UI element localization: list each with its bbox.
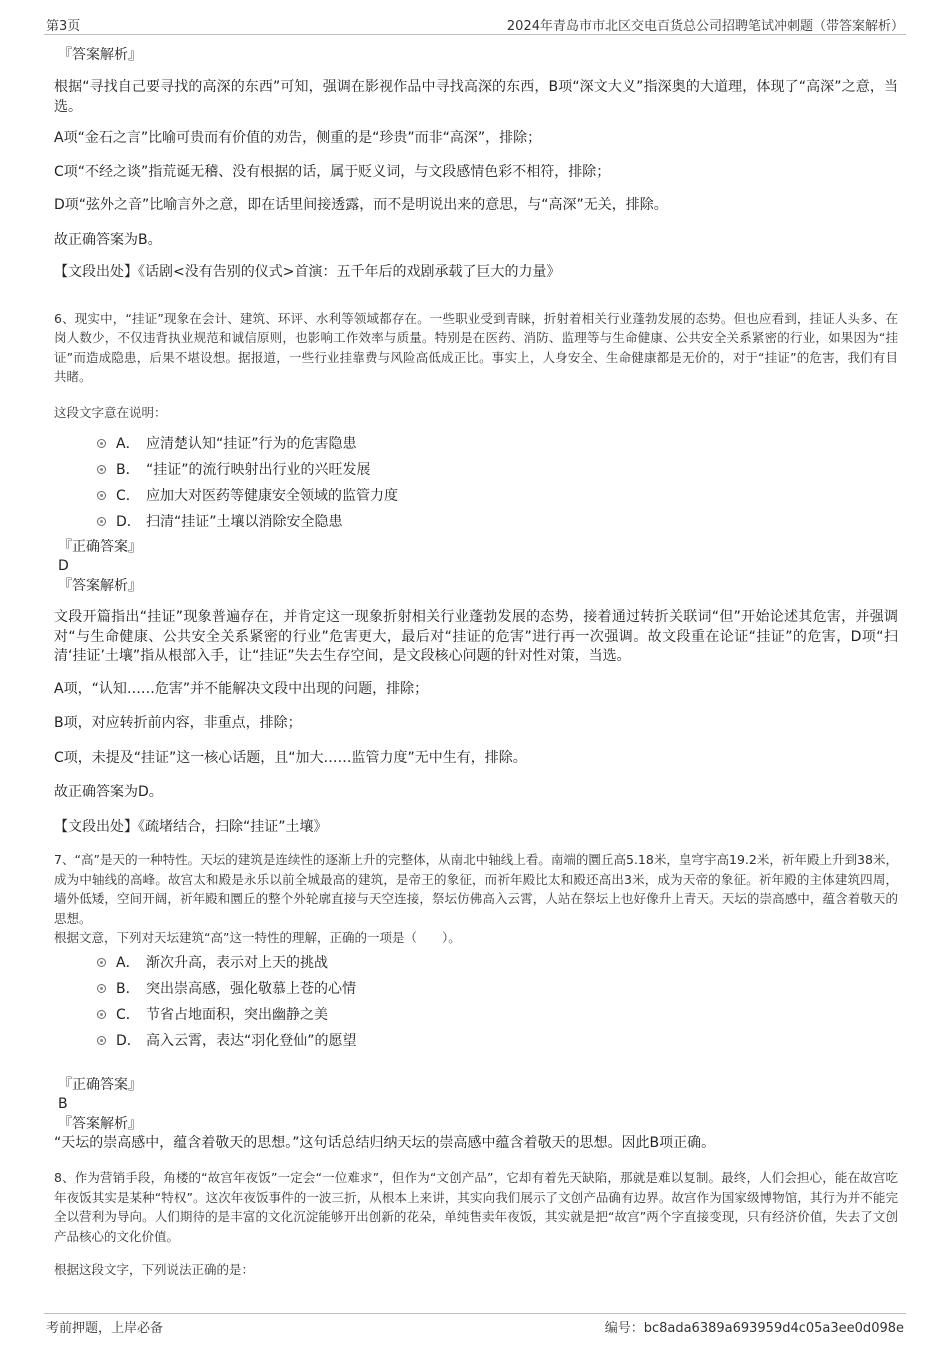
- correct-answer: D: [58, 558, 69, 574]
- option-d[interactable]: [54, 1028, 898, 1054]
- question-stem: 6、现实中，“挂证”现象在会计、建筑、环评、水利等领域都存在。一些职业受到青睐，折射着相关行业蓬勃发展的态势。但也应看到，挂证人头多、在岗人数少，不仅违背执业规范和诚信原则，也影响工作效率与质量。特别是在医药、消防、监理等与生命健康、公共安全关系紧密的行业，如果因为“挂证”而造成隐患，后果不堪设想。据报道，一些行业挂靠费与风险高低成正比。事实上，人身安全、生命健康都是无价的，对于“挂证”的危害，我们有目共睹。: [54, 310, 898, 384]
- option-letter: A．: [116, 436, 140, 452]
- analysis-label: 『答案解析』: [58, 578, 142, 594]
- source-citation: 【文段出处】《话剧<没有告别的仪式>首演：五千年后的戏剧承载了巨大的力量》: [54, 264, 561, 280]
- radio-icon[interactable]: [97, 984, 106, 993]
- document-id: 编号：bc8ada6389a693959d4c05a3ee0d098e: [604, 1321, 904, 1336]
- correct-answer: B: [58, 1095, 68, 1112]
- analysis-option-a: A项，“认知……危害”并不能解决文段中出现的问题，排除；: [54, 680, 429, 697]
- footer-slogan: 考前押题，上岸必备: [46, 1321, 164, 1336]
- analysis-option-d: D项“弦外之音”比喻言外之意，即在话里间接透露，而不是明说出来的意思，与“高深”无关，排除。: [54, 197, 668, 213]
- option-letter: C．: [116, 1006, 140, 1023]
- question-8: [54, 1168, 898, 1280]
- option-text: 高入云霄，表达“羽化登仙”的愿望: [146, 1032, 357, 1049]
- page-number: 第3页: [46, 19, 81, 34]
- question-7: [54, 850, 898, 1153]
- analysis-option-a: A项“金石之言”比喻可贵而有价值的劝告，侧重的是“珍贵”而非“高深”，排除；: [54, 130, 542, 146]
- question-prompt: 这段文字意在说明：: [54, 404, 167, 420]
- answer-label: 『正确答案』: [58, 539, 142, 555]
- option-text: 应清楚认知“挂证”行为的危害隐患: [146, 436, 357, 452]
- option-a[interactable]: [54, 950, 898, 976]
- question-stem: 8、作为营销手段，角楼的“故宫年夜饭”一定会“一位难求”，但作为“文创产品”，它却有着先天缺陷，那就是难以复制。最终，人们会担心，能在故宫吃年夜饭其实是某种“特权”。这次年夜饭事件的一波三折，从根本上来讲，其实向我们展示了文创产品确有边界。故宫作为国家级博物馆，其行为并不能完全以营利为导向。人们期待的是丰富的文化沉淀能够开出创新的花朵，单纯售卖年夜饭，其实就是把“故宫”两个字直接变现，只有经济价值，失去了文创产品核心的文化价值。: [54, 1170, 898, 1244]
- source-citation: 【文段出处】《疏堵结合，扫除“挂证”土壤》: [54, 818, 328, 835]
- radio-icon[interactable]: [97, 1036, 106, 1045]
- option-b[interactable]: [54, 976, 898, 1002]
- option-text: 节省占地面积，突出幽静之美: [146, 1006, 328, 1023]
- analysis-option-c: C项“不经之谈”指荒诞无稽、没有根据的话，属于贬义词，与文段感情色彩不相符，排除；: [54, 163, 611, 180]
- option-text: 应加大对医药等健康安全领域的监管力度: [146, 488, 398, 504]
- analysis-conclusion: 故正确答案为D。: [54, 784, 163, 800]
- option-text: “挂证”的流行映射出行业的兴旺发展: [146, 462, 371, 478]
- analysis-option-b: B项，对应转折前内容，非重点，排除；: [54, 715, 302, 731]
- option-letter: B．: [116, 462, 140, 478]
- option-c[interactable]: [54, 483, 898, 509]
- option-b[interactable]: [54, 457, 898, 483]
- option-letter: C．: [116, 488, 140, 504]
- page-header: [44, 12, 906, 35]
- question-5-analysis: [54, 46, 898, 283]
- question-6: [54, 309, 898, 838]
- option-a[interactable]: [54, 431, 898, 457]
- option-d[interactable]: [54, 509, 898, 535]
- option-text: 突出崇高感，强化敬慕上苍的心情: [146, 980, 356, 997]
- option-letter: A．: [116, 954, 140, 971]
- radio-icon[interactable]: [97, 465, 106, 474]
- option-letter: B．: [116, 980, 140, 997]
- analysis-paragraph: “天坛的崇高感中，蕴含着敬天的思想。”这句话总结归纳天坛的崇高感中蕴含着敬天的思想。因此B项正确。: [54, 1134, 716, 1151]
- question-prompt: 根据文意，下列对天坛建筑“高”这一特性的理解，正确的一项是（ ）。: [54, 930, 461, 945]
- radio-icon[interactable]: [97, 439, 106, 448]
- option-text: 渐次升高，表示对上天的挑战: [146, 954, 328, 971]
- document-title: 2024年青岛市市北区交电百货总公司招聘笔试冲刺题（带答案解析）: [506, 19, 904, 34]
- analysis-paragraph: 文段开篇指出“挂证”现象普遍存在，并肯定这一现象折射相关行业蓬勃发展的态势，接着通过转折关联词“但”开始论述其危害，并强调对“与生命健康、公共安全关系紧密的行业”危害更大，最后对“挂证的危害”进行再一次强调。故文段重在论证“挂证”的危害，D项“扫清‘挂证’土壤”指从根部入手，让“挂证”失去生存空间，是文段核心问题的针对性对策，当选。: [54, 609, 898, 664]
- analysis-paragraph: 根据“寻找自己要寻找的高深的东西”可知，强调在影视作品中寻找高深的东西，B项“深文大义”指深奥的大道理，体现了“高深”之意，当选。: [54, 79, 898, 115]
- option-letter: D．: [116, 1032, 141, 1049]
- analysis-conclusion: 故正确答案为B。: [54, 231, 162, 248]
- option-list: [54, 950, 898, 1054]
- analysis-option-c: C项，未提及“挂证”这一核心话题，且“加大……监管力度”无中生有，排除。: [54, 749, 527, 766]
- radio-icon[interactable]: [97, 491, 106, 500]
- document-body: [54, 46, 898, 1280]
- option-c[interactable]: [54, 1002, 898, 1028]
- page-footer: [44, 1313, 906, 1334]
- option-letter: D．: [116, 514, 141, 530]
- answer-label: 『正确答案』: [58, 1076, 142, 1093]
- radio-icon[interactable]: [97, 517, 106, 526]
- radio-icon[interactable]: [97, 958, 106, 967]
- option-text: 扫清“挂证”土壤以消除安全隐患: [146, 514, 343, 530]
- analysis-label: 『答案解析』: [58, 1115, 142, 1132]
- analysis-label: 『答案解析』: [58, 47, 142, 63]
- question-prompt: 根据这段文字，下列说法正确的是：: [54, 1262, 255, 1277]
- option-list: [54, 431, 898, 535]
- radio-icon[interactable]: [97, 1010, 106, 1019]
- question-stem: 7、“高”是天的一种特性。天坛的建筑是连续性的逐渐上升的完整体，从南北中轴线上看。南端的圜丘高5.18米，皇穹宇高19.2米，祈年殿上升到38米，成为中轴线的高峰。故宫太和殿是永乐以前全城最高的建筑，是帝王的象征，而祈年殿比太和殿还高出3米，成为天帝的象征。祈年殿的主体建筑四周，墙外低矮，空间开阔，祈年殿和圜丘的整个外轮廓直接与天空连接，祭坛仿佛高入云霄，人站在祭坛上也好像升上青天。天坛的崇高感中，蕴含着敬天的思想。: [54, 852, 898, 926]
